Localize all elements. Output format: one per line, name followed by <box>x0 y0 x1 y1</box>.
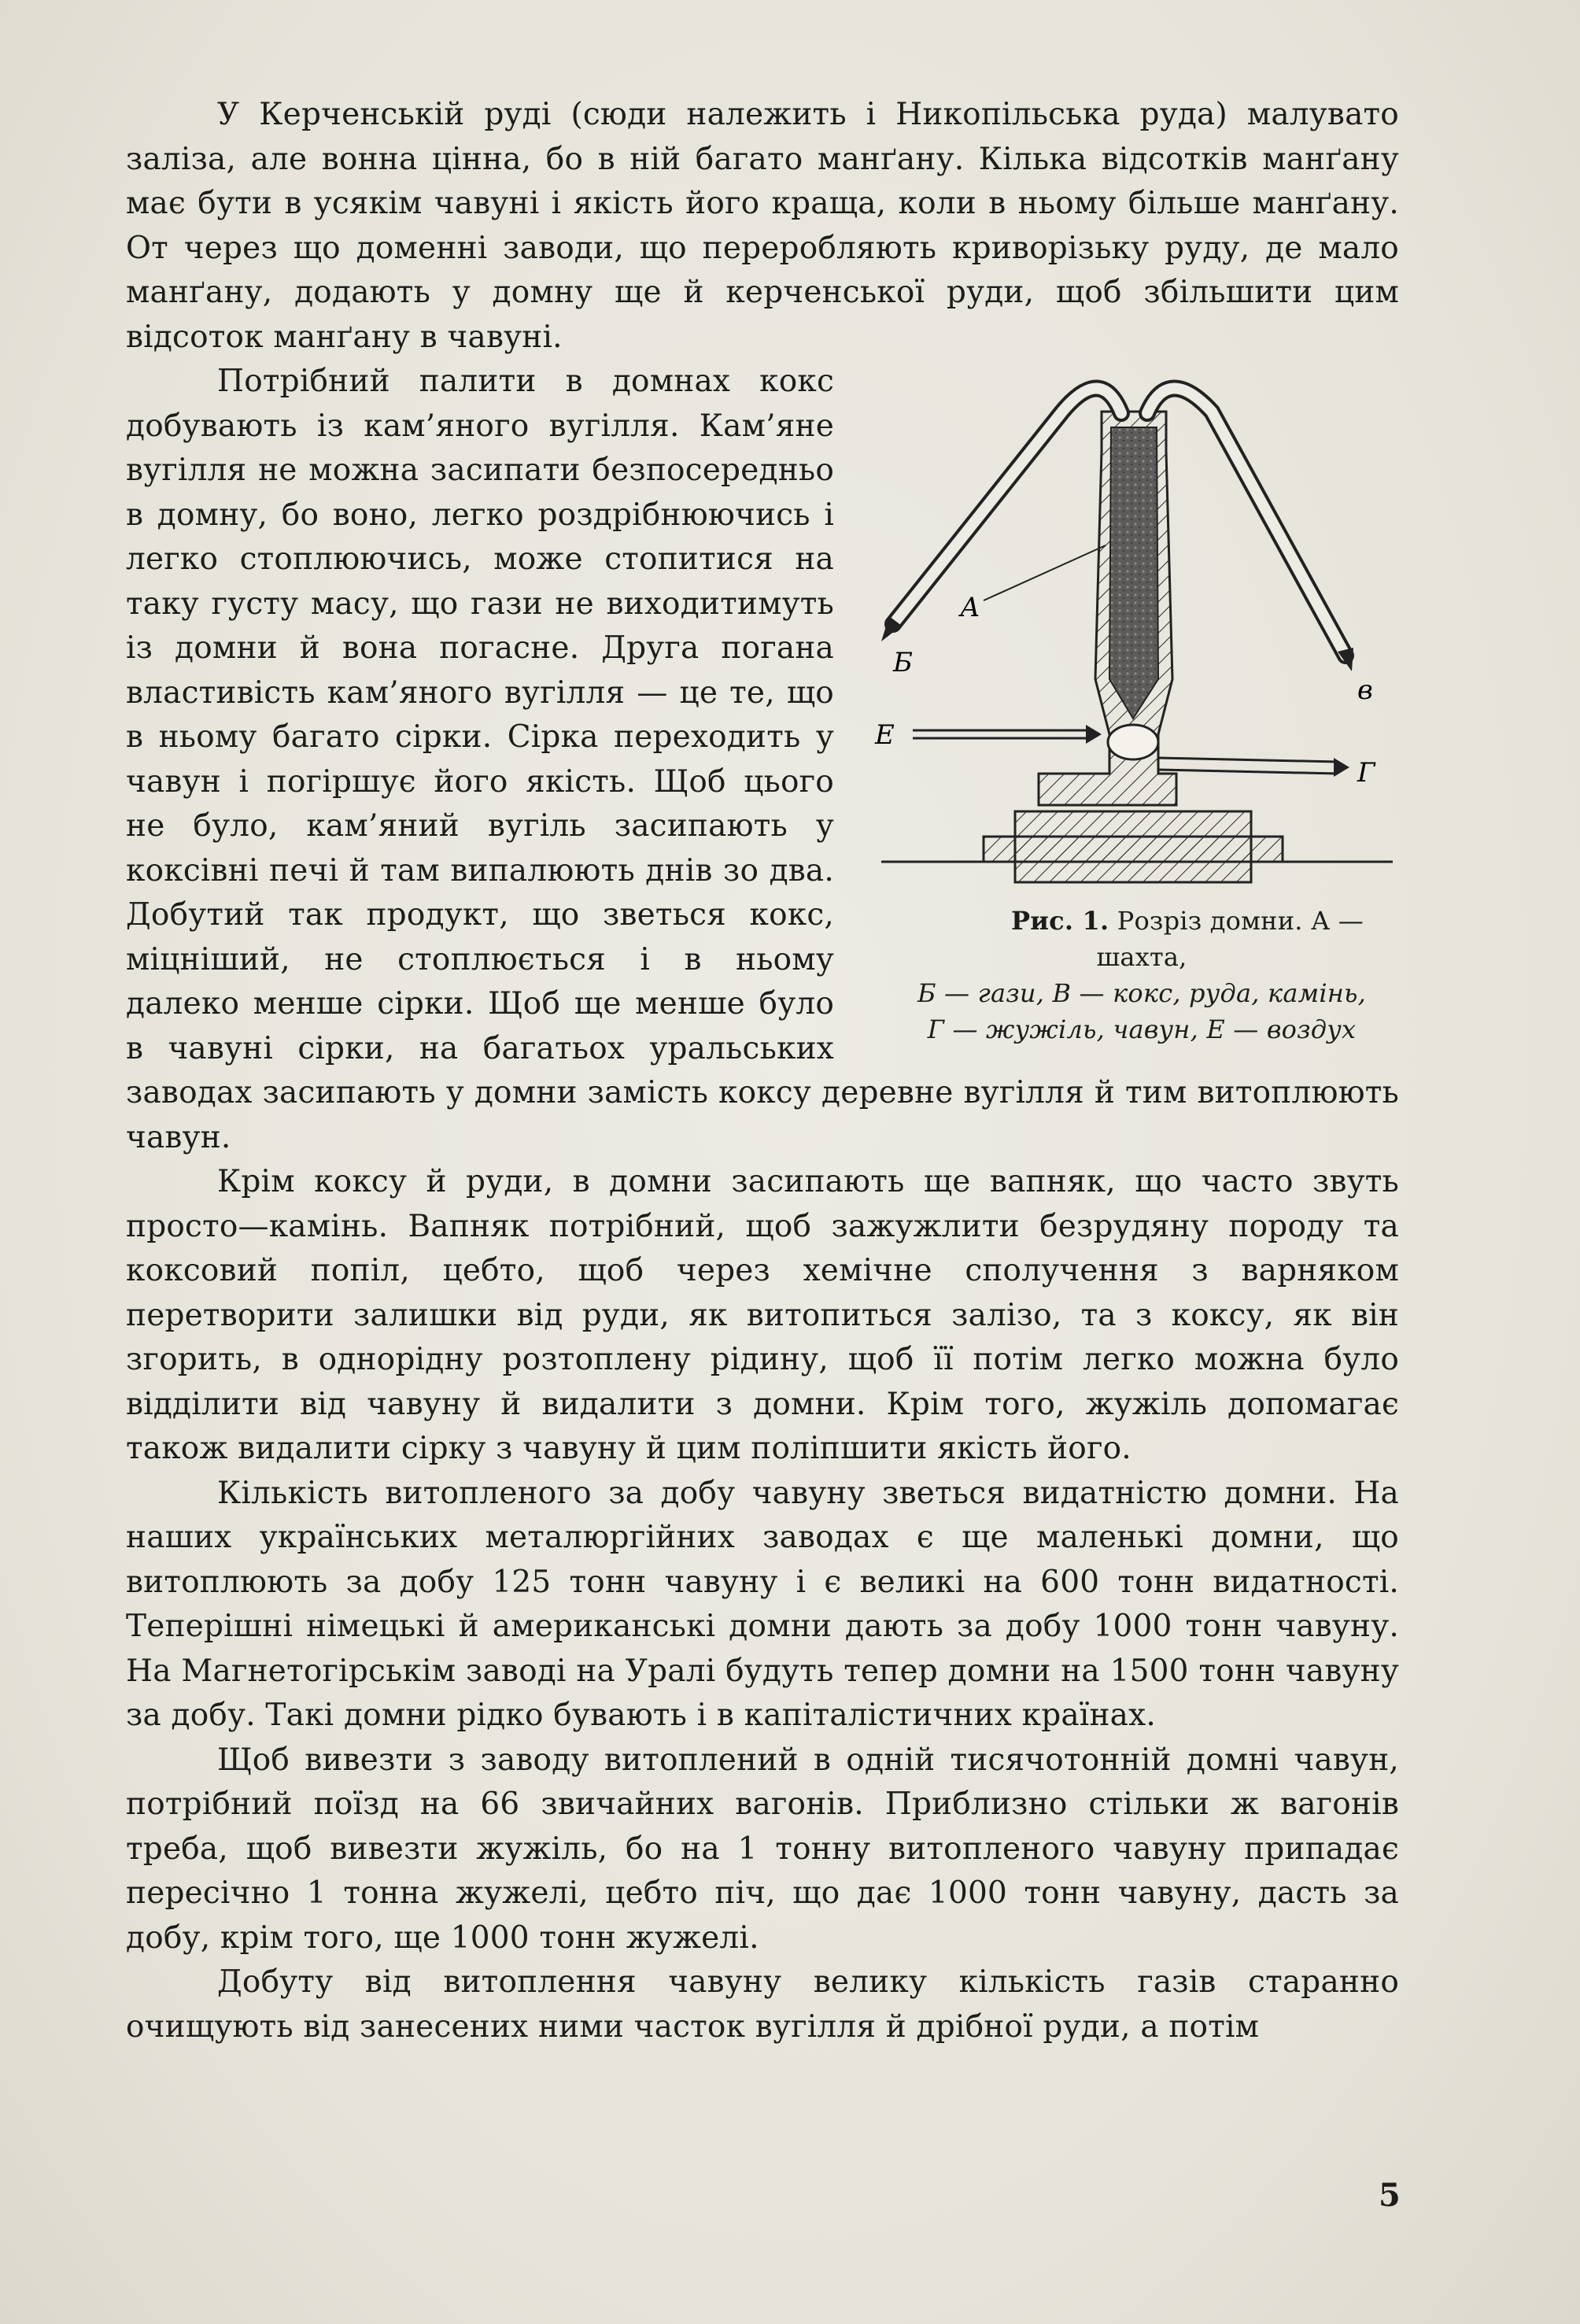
label-b: Б <box>893 647 914 678</box>
label-v: в <box>1357 674 1373 706</box>
foundation-base <box>984 837 1283 862</box>
caption-line-3: Г — жужіль, чавун, Е — воздух <box>927 1014 1357 1044</box>
caption-title: Рис. 1. <box>1010 906 1109 936</box>
label-e: Е <box>875 719 895 751</box>
blast-furnace-diagram <box>866 364 1408 900</box>
label-g: Г <box>1357 757 1375 789</box>
shaft-pointer <box>984 545 1106 600</box>
paragraph-6: Добуту від витоплення чавуну велику кількість газів старанно очищують від занесених ними часток вугілля й дрібної руди, а потім <box>126 1964 1399 2045</box>
paragraph-2-text: Потрібний палити в домнах кокс добувають із кам’яного вугілля. Кам’яне вугілля не можна засипати безпосередньо в домну, бо воно, легко роздрібнюючись і легко стоплюючись, може стопитися на таку густу масу, що гази не виходитимуть із домни й вона погасне. Друга погана властивість кам’яного вугілля — це те, що в ньому багато сірки. Сірка переходить у чавун і погіршує його якість. Щоб цього не було, кам’яний вугіль засипають у коксівні печі й там випалюють днів зо два. Добутий так продукт, що зветься кокс, міцніший, не стоплюється і в ньому далеко менше сірки. Щоб ще менше було в чавуні сірки, на багатьох уральських заводах засипають у домни замість коксу деревне вугілля й тим витоплюють чавун. <box>126 364 1399 1155</box>
caption-line-2: Б — гази, В — кокс, руда, камінь, <box>917 978 1367 1008</box>
caption-line-1: Розріз домни. А — шахта, <box>1096 906 1364 972</box>
gas-pipe-right <box>1147 388 1346 656</box>
figure-caption <box>866 903 1408 1047</box>
blast-furnace-figure <box>866 364 1408 1047</box>
paragraph-3: Крім коксу й руди, в домни засипають ще вапняк, що часто звуть просто—камінь. Вапняк потрібний, щоб зажужлити безрудяну породу та коксовий попіл, цебто, щоб через хемічне сполучення з варняком перетворити залишки від руди, як витопиться залізо, та з коксу, як він згорить, в однорідну розтоплену рідину, щоб її потім легко можна було відділити від чавуну й видалити з домни. Крім того, жужіль допомагає також видалити сірку з чавуну й цим поліпшити якість його. <box>126 1164 1399 1466</box>
furnace-charge <box>1109 427 1158 719</box>
slag-iron-arrow <box>1158 758 1338 762</box>
text-column <box>126 93 1399 2049</box>
paragraph-5: Щоб вивезти з заводу витоплений в одній тисячотонній домні чавун, потрібний поїзд на 66 звичайних вагонів. Приблизно стільки ж вагонів треба, щоб вивезти жужіль, бо на 1 тонну витопленого чавуну припадає пересічно 1 тонна жужелі, цебто піч, що дає 1000 тонн чавуну, дасть за добу, крім того, ще 1000 тонн жужелі. <box>126 1742 1399 1956</box>
paragraph-2 <box>126 360 1399 1160</box>
page-number: 5 <box>1379 2177 1401 2214</box>
paragraph-1: У Керченській руді (сюди належить і Никопільська руда) малувато заліза, але вонна цінна, бо в ній багато манґану. Кілька відсотків манґану має бути в усякім чавуні і якість його краща, коли в ньому більше манґану. От через що доменні заводи, що переробляють криворізьку руду, де мало манґану, додають у домну ще й керченської руди, щоб збільшити цим відсоток манґану в чавуні. <box>126 97 1399 355</box>
paragraph-4: Кількість витопленого за добу чавуну зветься видатністю домни. На наших українських металюргійних заводах є ще маленькі домни, що витоплюють за добу 125 тонн чавуну і є великі на 600 тонн видатності. Теперішні німецькі й американські домни дають за добу 1000 тонн чавуну. На Магнетогірськім заводі на Уралі будуть тепер домни на 1500 тонн чавуну за добу. Такі домни рідко бувають і в капіталістичних країнах. <box>126 1475 1399 1733</box>
hearth <box>1108 725 1158 759</box>
label-a: А <box>960 592 980 623</box>
